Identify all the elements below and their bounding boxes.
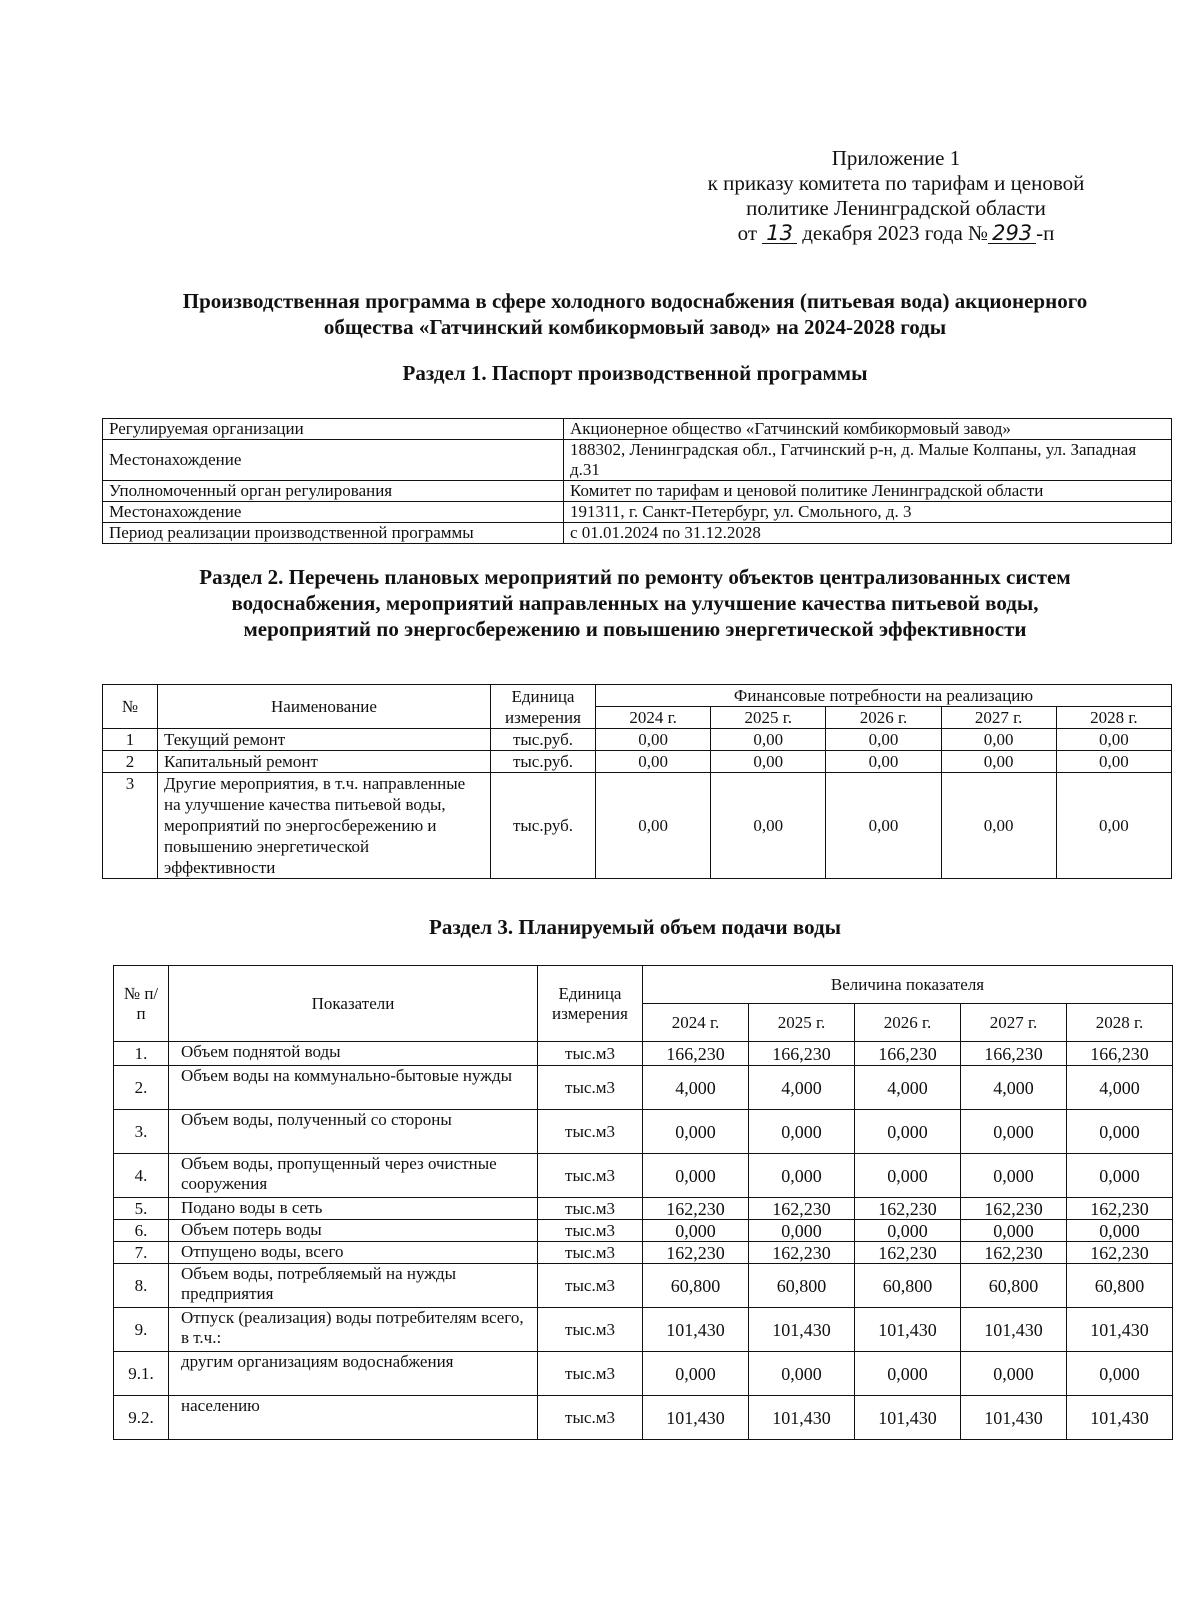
appendix-line-2: к приказу комитета по тарифам и ценовой <box>707 171 1085 195</box>
row-value: 101,430 <box>961 1308 1067 1352</box>
row-name: Отпуск (реализация) воды потребителям всего, в т.ч.: <box>169 1308 538 1352</box>
row-unit: тыс.руб. <box>491 773 596 879</box>
row-number: 2. <box>114 1066 169 1110</box>
year-header: 2026 г. <box>855 1004 961 1042</box>
table-row <box>114 1220 1173 1242</box>
year-header: 2026 г. <box>826 707 941 729</box>
row-value: 0,00 <box>596 751 711 773</box>
row-unit: тыс.м3 <box>538 1308 643 1352</box>
row-value: 60,800 <box>855 1264 961 1308</box>
title-line-1: Производственная программа в сфере холодного водоснабжения (питьевая вода) акционерного <box>182 289 1088 313</box>
row-value: 166,230 <box>749 1042 855 1066</box>
table-row <box>114 1042 1173 1066</box>
row-value: 0,000 <box>749 1110 855 1154</box>
column-header-unit: Единица измерения <box>538 966 643 1042</box>
row-name: Объем воды, пропущенный через очистные сооружения <box>169 1154 538 1198</box>
row-value: 162,230 <box>855 1198 961 1220</box>
row-unit: тыс.м3 <box>538 1154 643 1198</box>
row-number: 3. <box>114 1110 169 1154</box>
row-unit: тыс.м3 <box>538 1396 643 1440</box>
row-value: 101,430 <box>749 1308 855 1352</box>
row-value: 162,230 <box>961 1198 1067 1220</box>
row-value: 162,230 <box>749 1242 855 1264</box>
table-row <box>103 502 1172 523</box>
table-row <box>114 1198 1173 1220</box>
row-value: 0,000 <box>961 1154 1067 1198</box>
row-value: 4,000 <box>961 1066 1067 1110</box>
table-header-row <box>114 966 1173 1004</box>
row-name: Объем потерь воды <box>169 1220 538 1242</box>
row-name: Другие мероприятия, в т.ч. направленные на улучшение качества питьевой воды, мероприятий по энергосбережению и повышению энергетической эффективности <box>158 773 491 879</box>
column-header-value: Величина показателя <box>643 966 1173 1004</box>
row-value: 0,000 <box>1067 1110 1173 1154</box>
water-supply-table <box>113 965 1173 1440</box>
row-value: 60,800 <box>643 1264 749 1308</box>
row-number: 4. <box>114 1154 169 1198</box>
table-row <box>114 1066 1173 1110</box>
handwritten-number: 293 <box>988 223 1036 244</box>
row-value: 0,00 <box>941 751 1056 773</box>
row-value: 0,000 <box>855 1154 961 1198</box>
row-unit: тыс.м3 <box>538 1242 643 1264</box>
row-value: 0,00 <box>826 729 941 751</box>
row-number: 2 <box>103 751 158 773</box>
year-header: 2028 г. <box>1067 1004 1173 1042</box>
row-value: 0,000 <box>1067 1352 1173 1396</box>
section2-heading-line-1: Раздел 2. Перечень плановых мероприятий по ремонту объектов централизованных систем <box>199 565 1071 589</box>
passport-value: с 01.01.2024 по 31.12.2028 <box>564 523 1172 544</box>
year-header: 2027 г. <box>961 1004 1067 1042</box>
table-row <box>103 419 1172 440</box>
row-unit: тыс.м3 <box>538 1198 643 1220</box>
passport-label: Период реализации производственной программы <box>103 523 564 544</box>
row-unit: тыс.м3 <box>538 1042 643 1066</box>
row-value: 166,230 <box>961 1042 1067 1066</box>
table-row <box>103 440 1172 481</box>
row-name: Объем поднятой воды <box>169 1042 538 1066</box>
row-number: 9. <box>114 1308 169 1352</box>
row-value: 4,000 <box>749 1066 855 1110</box>
row-value: 166,230 <box>643 1042 749 1066</box>
row-unit: тыс.м3 <box>538 1264 643 1308</box>
row-value: 162,230 <box>643 1242 749 1264</box>
row-name: Объем воды на коммунально-бытовые нужды <box>169 1066 538 1110</box>
handwritten-day: 13 <box>762 223 797 244</box>
number-suffix: -п <box>1036 221 1055 245</box>
column-header-unit: Единица измерения <box>491 685 596 729</box>
passport-value: Акционерное общество «Гатчинский комбикормовый завод» <box>564 419 1172 440</box>
date-prefix: от <box>737 221 757 245</box>
row-value: 101,430 <box>749 1396 855 1440</box>
row-number: 7. <box>114 1242 169 1264</box>
passport-label: Уполномоченный орган регулирования <box>103 481 564 502</box>
row-value: 4,000 <box>643 1066 749 1110</box>
row-value: 0,000 <box>855 1110 961 1154</box>
row-value: 0,000 <box>643 1154 749 1198</box>
row-value: 162,230 <box>855 1242 961 1264</box>
row-number: 8. <box>114 1264 169 1308</box>
section3-heading: Раздел 3. Планируемый объем подачи воды <box>429 915 841 939</box>
year-header: 2027 г. <box>941 707 1056 729</box>
row-number: 1 <box>103 729 158 751</box>
row-value: 162,230 <box>749 1198 855 1220</box>
year-header: 2024 г. <box>596 707 711 729</box>
row-value: 4,000 <box>1067 1066 1173 1110</box>
passport-label: Регулируемая организации <box>103 419 564 440</box>
column-header-name: Показатели <box>169 966 538 1042</box>
section2-heading-line-3: мероприятий по энергосбережению и повышению энергетической эффективности <box>243 617 1027 641</box>
document-title <box>90 288 1180 340</box>
row-value: 0,00 <box>1056 773 1171 879</box>
row-name: Подано воды в сеть <box>169 1198 538 1220</box>
year-header: 2028 г. <box>1056 707 1171 729</box>
row-value: 0,00 <box>941 773 1056 879</box>
row-unit: тыс.м3 <box>538 1066 643 1110</box>
table-row <box>103 729 1172 751</box>
year-header: 2025 г. <box>749 1004 855 1042</box>
row-value: 0,00 <box>596 729 711 751</box>
appendix-date-line <box>640 221 1152 246</box>
row-value: 0,00 <box>711 729 826 751</box>
table-row <box>114 1154 1173 1198</box>
row-value: 0,000 <box>855 1220 961 1242</box>
table-row <box>114 1352 1173 1396</box>
row-value: 0,00 <box>826 773 941 879</box>
row-value: 0,00 <box>711 773 826 879</box>
row-value: 166,230 <box>1067 1042 1173 1066</box>
table-row <box>103 523 1172 544</box>
passport-value: Комитет по тарифам и ценовой политике Ленинградской области <box>564 481 1172 502</box>
row-name: Объем воды, полученный со стороны <box>169 1110 538 1154</box>
row-value: 4,000 <box>855 1066 961 1110</box>
row-value: 101,430 <box>643 1308 749 1352</box>
row-value: 101,430 <box>643 1396 749 1440</box>
row-value: 60,800 <box>1067 1264 1173 1308</box>
row-value: 101,430 <box>961 1396 1067 1440</box>
row-value: 0,00 <box>596 773 711 879</box>
row-value: 0,00 <box>1056 751 1171 773</box>
table-row <box>114 1264 1173 1308</box>
row-value: 0,000 <box>961 1110 1067 1154</box>
row-value: 166,230 <box>855 1042 961 1066</box>
row-value: 101,430 <box>1067 1308 1173 1352</box>
row-value: 0,000 <box>855 1352 961 1396</box>
appendix-line-3: политике Ленинградской области <box>746 196 1046 220</box>
row-name: Текущий ремонт <box>158 729 491 751</box>
row-value: 0,00 <box>941 729 1056 751</box>
row-value: 0,000 <box>643 1352 749 1396</box>
measures-table <box>102 684 1172 879</box>
year-header: 2024 г. <box>643 1004 749 1042</box>
row-value: 162,230 <box>643 1198 749 1220</box>
table-row <box>114 1308 1173 1352</box>
row-value: 0,000 <box>1067 1154 1173 1198</box>
title-line-2: общества «Гатчинский комбикормовый завод» на 2024-2028 годы <box>323 315 947 339</box>
row-unit: тыс.руб. <box>491 751 596 773</box>
column-header-no: № <box>103 685 158 729</box>
row-unit: тыс.м3 <box>538 1220 643 1242</box>
passport-table <box>102 418 1172 544</box>
passport-value: 188302, Ленинградская обл., Гатчинский р-н, д. Малые Колпаны, ул. Западная д.31 <box>564 440 1172 481</box>
row-value: 0,000 <box>749 1154 855 1198</box>
row-value: 101,430 <box>855 1396 961 1440</box>
row-value: 101,430 <box>1067 1396 1173 1440</box>
row-value: 0,000 <box>749 1352 855 1396</box>
row-value: 0,00 <box>826 751 941 773</box>
column-header-finance: Финансовые потребности на реализацию <box>596 685 1172 707</box>
table-row <box>103 481 1172 502</box>
table-row <box>103 751 1172 773</box>
table-row <box>114 1110 1173 1154</box>
passport-label: Местонахождение <box>103 502 564 523</box>
column-header-no: № п/п <box>114 966 169 1042</box>
passport-label: Местонахождение <box>103 440 564 481</box>
row-name: другим организациям водоснабжения <box>169 1352 538 1396</box>
row-unit: тыс.м3 <box>538 1110 643 1154</box>
row-value: 0,00 <box>711 751 826 773</box>
passport-value: 191311, г. Санкт-Петербург, ул. Смольного, д. 3 <box>564 502 1172 523</box>
table-row <box>114 1242 1173 1264</box>
row-number: 1. <box>114 1042 169 1066</box>
row-value: 0,00 <box>1056 729 1171 751</box>
row-value: 0,000 <box>643 1110 749 1154</box>
row-name: населению <box>169 1396 538 1440</box>
row-number: 6. <box>114 1220 169 1242</box>
appendix-note <box>640 146 1152 246</box>
row-value: 0,000 <box>749 1220 855 1242</box>
table-header-row <box>103 685 1172 707</box>
row-value: 101,430 <box>855 1308 961 1352</box>
row-value: 0,000 <box>1067 1220 1173 1242</box>
table-row <box>103 773 1172 879</box>
row-number: 5. <box>114 1198 169 1220</box>
year-header: 2025 г. <box>711 707 826 729</box>
row-value: 60,800 <box>961 1264 1067 1308</box>
section2-heading-line-2: водоснабжения, мероприятий направленных на улучшение качества питьевой воды, <box>231 591 1039 615</box>
row-name: Объем воды, потребляемый на нужды предприятия <box>169 1264 538 1308</box>
row-value: 0,000 <box>643 1220 749 1242</box>
row-unit: тыс.м3 <box>538 1352 643 1396</box>
row-value: 162,230 <box>1067 1198 1173 1220</box>
appendix-line-1: Приложение 1 <box>831 146 961 170</box>
row-value: 60,800 <box>749 1264 855 1308</box>
row-value: 0,000 <box>961 1220 1067 1242</box>
date-mid: декабря 2023 года № <box>802 221 989 245</box>
row-number: 9.1. <box>114 1352 169 1396</box>
column-header-name: Наименование <box>158 685 491 729</box>
table-row <box>114 1396 1173 1440</box>
section1-heading: Раздел 1. Паспорт производственной программы <box>402 361 868 385</box>
row-number: 3 <box>103 773 158 879</box>
row-value: 162,230 <box>961 1242 1067 1264</box>
row-value: 0,000 <box>961 1352 1067 1396</box>
section2-heading <box>90 564 1180 642</box>
row-unit: тыс.руб. <box>491 729 596 751</box>
row-number: 9.2. <box>114 1396 169 1440</box>
row-name: Капитальный ремонт <box>158 751 491 773</box>
row-value: 162,230 <box>1067 1242 1173 1264</box>
row-name: Отпущено воды, всего <box>169 1242 538 1264</box>
